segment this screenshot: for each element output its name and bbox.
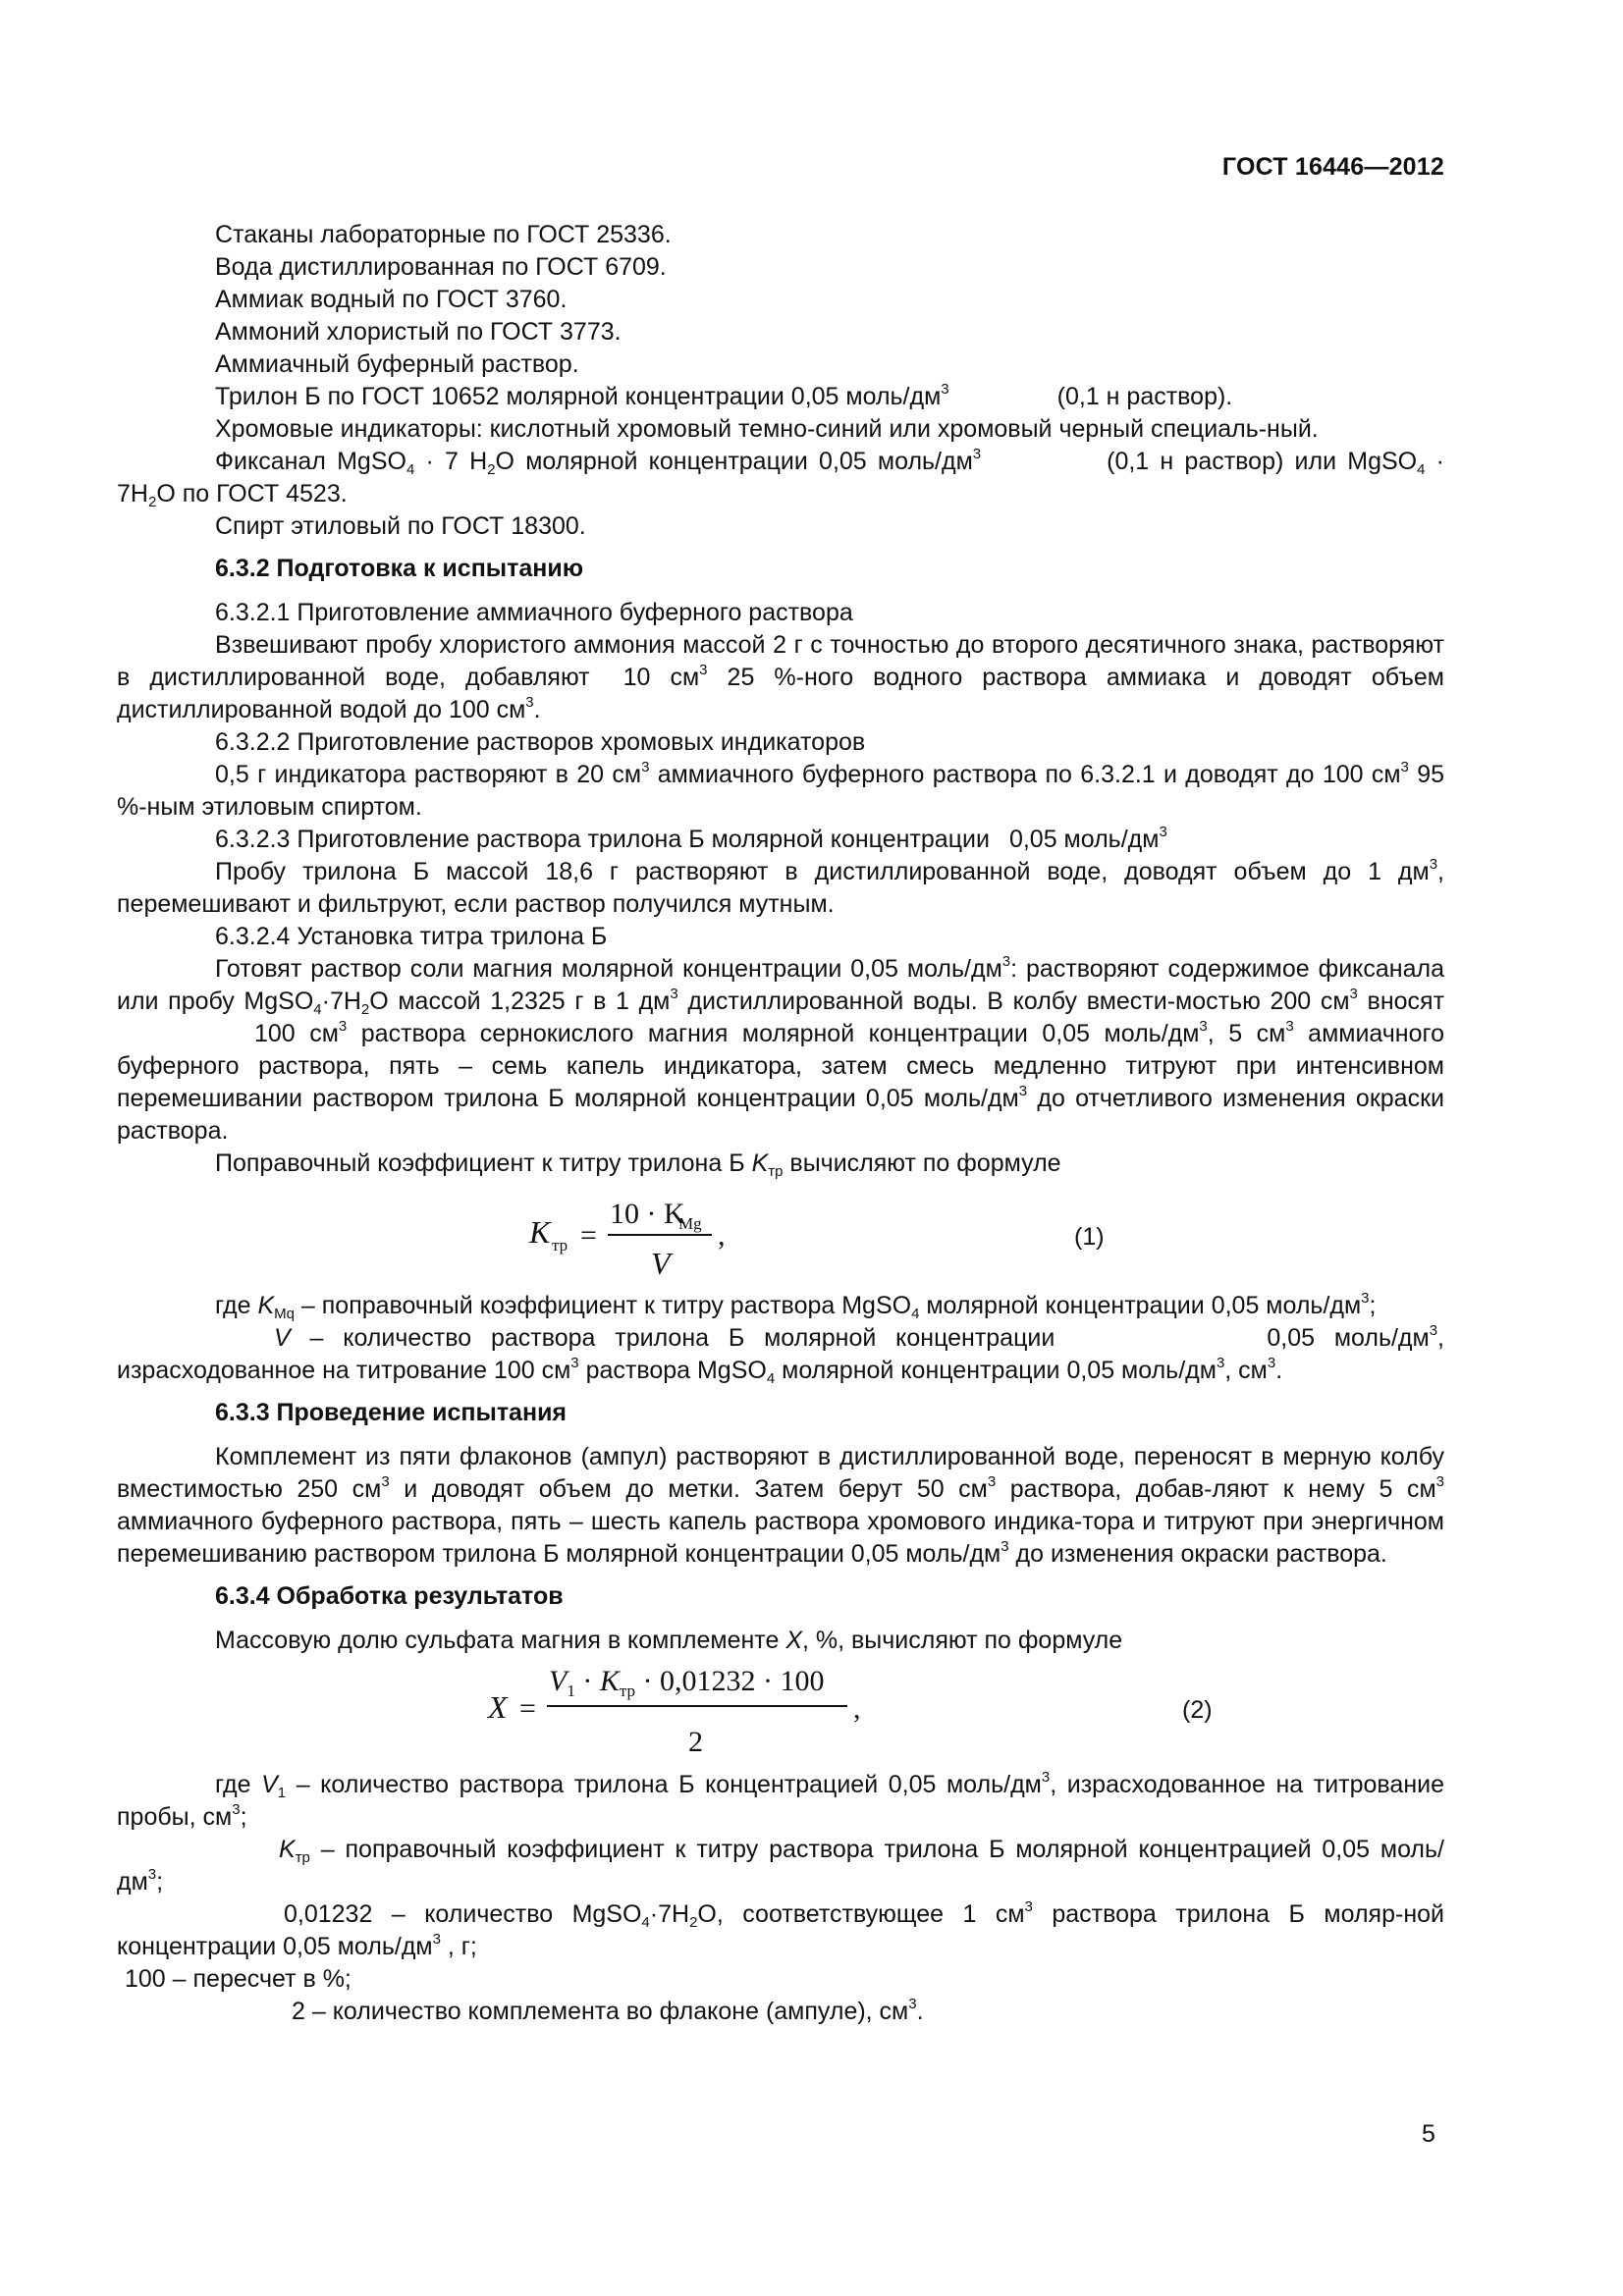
reagent-line: Вода дистиллированная по ГОСТ 6709.: [215, 253, 667, 281]
fixanal-paragraph: Фиксанал MgSO$_4$ · 7 $H_2O$ молярной концентрации 0,05 моль/$дм^3$ (0,1 н раствор) или MgSO$_4$ · $7H_2O$ по ГОСТ 4523.: [117, 446, 1444, 510]
subsection-title: 6.3.2.3 Приготовление раствора трилона Б молярной концентрации 0,05 моль/$дм^3$: [215, 824, 1167, 853]
paragraph: Взвешивают пробу хлористого аммония массой 2 г с точностью до второго десятичного знака, растворяют в дистиллированной воде, добавляют 10 $см^3$ 25 %-ного водного раствора аммиака и доводят объем дистиллированной водой до 100 $см^3$.: [117, 631, 1444, 723]
section-heading-6-3-3: 6.3.3 Проведение испытания: [215, 1399, 568, 1426]
formula-1-comma: ,: [718, 1219, 726, 1252]
where-definition: 0,01232 – количество $MgSO_4\cdot 7H_2O$, соответствующее 1 $см^3$ раствора трилона Б моляр-ной концентрации 0,05 моль/$дм^3$ , г;: [117, 1898, 1444, 1960]
formula-1-lhs-sub: тр: [552, 1236, 568, 1255]
formula-1-numerator: 10 · K: [610, 1198, 685, 1230]
paragraph: Пробу трилона Б массой 18,6 г растворяют в дистиллированной воде, доводят объем до 1 $дм^3$, перемешивают и фильтруют, если раствор получился мутным.: [117, 856, 1444, 918]
formula-2-svg: [117, 1659, 1444, 1767]
reagent-line: Аммоний хлористый по ГОСТ 3773.: [215, 318, 622, 346]
page-number: 5: [1422, 2120, 1435, 2148]
formula-2: [117, 1659, 1444, 1767]
where-definition: где $K_{Mq}$ – поправочный коэффициент к титру раствора MgSO$_4$ молярной концентрации 0,05 моль/$дм^3$;: [215, 1290, 1377, 1322]
formula-1-eq: =: [580, 1219, 597, 1252]
document-header: ГОСТ 16446—2012: [1221, 153, 1444, 181]
reagent-line: Аммиак водный по ГОСТ 3760.: [215, 286, 568, 313]
trilon-line: Трилон Б по ГОСТ 10652 молярной концентрации 0,05 моль/$дм^3$ (0,1 н раствор).: [215, 381, 1233, 410]
subsection-title: 6.3.2.4 Установка титра трилона Б: [215, 923, 608, 950]
formula-1: [117, 1184, 1444, 1286]
formula-1-denominator: V: [651, 1246, 671, 1281]
subsection-title: 6.3.2.2 Приготовление растворов хромовых индикаторов: [215, 728, 866, 756]
reagent-line: Аммиачный буферный раствор.: [215, 350, 579, 378]
where-definition: V – количество раствора трилона Б молярной концентрации 0,05 моль/$дм^3$, израсходованное на титрование 100 $см^3$ раствора MgSO$_4$ молярной концентрации 0,05 моль/$дм^3$, $см^3$.: [117, 1322, 1444, 1387]
where-definition: 100 – пересчет в %;: [125, 1965, 352, 1993]
where-definition: $K_{тр}$ – поправочный коэффициент к титру раствора трилона Б молярной концентрацией 0,05 моль/$дм^3$;: [117, 1836, 1444, 1896]
formula-1-number: (1): [1074, 1223, 1105, 1251]
paragraph: 0,5 г индикатора растворяют в 20 $см^3$ аммиачного буферного раствора по 6.3.2.1 и доводят до 100 $см^3$ 95 %-ным этиловым спиртом.: [117, 759, 1445, 821]
section-heading-6-3-4: 6.3.4 Обработка результатов: [215, 1582, 564, 1610]
formula-2-numerator: $V_1 \cdot K_{тр} \cdot 0,01232 \cdot 100$: [549, 1665, 825, 1700]
subsection-title: 6.3.2.1 Приготовление аммиачного буферного раствора: [215, 599, 853, 626]
formula-2-number: (2): [1182, 1696, 1213, 1724]
formula-1-svg: [117, 1184, 1444, 1286]
paragraph: Готовят раствор соли магния молярной концентрации 0,05 моль/$дм^3$: растворяют содержимое фиксанала или пробу $MgSO_4\cdot 7H_2O$ массой 1,2325 г в 1 $дм^3$ дистиллированной воды. В колбу вмести-мостью 200 $см^3$ вносят100 $см^3$ раствора сернокислого магния молярной концентрации 0,05 моль/$дм^3$, 5 $см^3$ аммиачного буферного раствора, пять – семь капель индикатора, затем смесь медленно титруют при интенсивном перемешивании раствором трилона Б молярной концентрации 0,05 моль/$дм^3$ до отчетливого изменения окраски раствора.: [117, 953, 1445, 1145]
paragraph: Комплемент из пяти флаконов (ампул) растворяют в дистиллированной воде, переносят в мерную колбу вместимостью 250 $см^3$ и доводят объем до метки. Затем берут 50 $см^3$ раствора, добав-ляют к нему 5 $см^3$ аммиачного буферного раствора, пять – шесть капель раствора хромового индика-тора и титруют при энергичном перемешиванию раствором трилона Б молярной концентрации 0,05 моль/$дм^3$ до изменения окраски раствора.: [117, 1443, 1444, 1568]
formula-2-comma: ,: [853, 1692, 861, 1725]
section-heading-6-3-2: 6.3.2 Подготовка к испытанию: [215, 555, 584, 582]
formula-1-numerator-sub: Mg: [678, 1214, 702, 1233]
paragraph: Массовую долю сульфата магния в комплементе X, %, вычисляют по формуле: [215, 1627, 1123, 1654]
spirit-line: Спирт этиловый по ГОСТ 18300.: [215, 512, 586, 540]
paragraph: Поправочный коэффициент к титру трилона Б $K_{тр}$ вычисляют по формуле: [215, 1149, 1061, 1180]
formula-2-denominator: 2: [688, 1726, 703, 1758]
formula-2-lhs: X: [488, 1689, 508, 1725]
formula-2-eq: =: [519, 1692, 536, 1725]
indicators-line: Хромовые индикаторы: кислотный хромовый темно-синий или хромовый черный специаль-ный.: [215, 415, 1319, 443]
where-definition: где $V_1$ – количество раствора трилона Б концентрацией 0,05 моль/$дм^3$, израсходованное на титрование пробы, $см^3$;: [117, 1769, 1444, 1831]
document-body: [117, 219, 1444, 2028]
where-definition: 2 – количество комплемента во флаконе (ампуле), $см^3$.: [292, 1996, 924, 2025]
formula-1-lhs: K: [529, 1214, 551, 1250]
reagent-line: Стаканы лабораторные по ГОСТ 25336.: [215, 221, 672, 248]
